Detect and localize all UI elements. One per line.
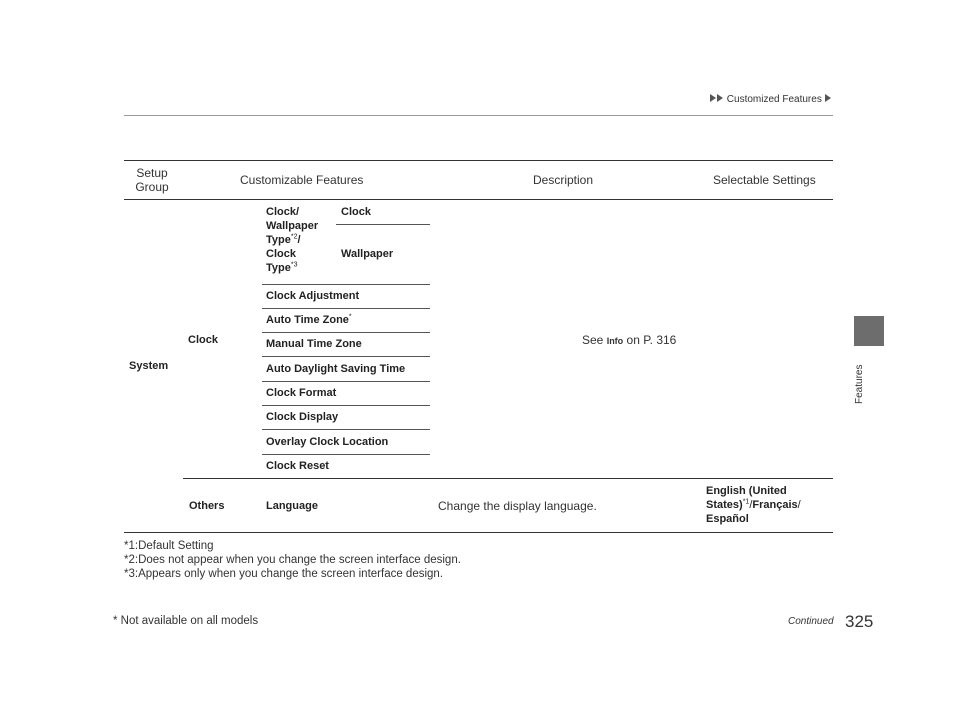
- section-tab: [854, 316, 884, 346]
- side-section-text: Features: [854, 364, 865, 404]
- page-number: 325: [845, 612, 874, 631]
- item-clock-display: Clock Display: [266, 411, 339, 423]
- clock-wallpaper-line5: [266, 261, 336, 275]
- footnote-2: *2:Does not appear when you change the screen interface design.: [124, 554, 461, 566]
- row-rule: [262, 332, 430, 333]
- item-clock-adjustment: Clock Adjustment: [266, 290, 360, 302]
- footnote-3: *3:Appears only when you change the screen interface design.: [124, 568, 444, 580]
- language-settings-p6: Español: [706, 513, 749, 525]
- item-overlay-clock-location: Overlay Clock Location: [266, 436, 389, 448]
- clock-wallpaper-type: [266, 205, 336, 275]
- footnote-mark: *1: [742, 498, 750, 506]
- clock-wallpaper-p3: Type: [266, 234, 291, 246]
- triangle-right-icon: [825, 94, 831, 102]
- clock-wallpaper-p2: Wallpaper: [266, 220, 319, 232]
- info-link[interactable]: Info: [606, 336, 624, 346]
- side-section-label: [854, 364, 868, 404]
- item-auto-time-zone: [266, 313, 352, 327]
- breadcrumb: [710, 94, 832, 105]
- language-settings-line2: [706, 498, 826, 512]
- language-description: Change the display language.: [438, 499, 597, 513]
- table-top-rule: [124, 160, 833, 161]
- footnote-mark: *3: [290, 261, 298, 269]
- top-rule: [124, 115, 833, 116]
- triangle-right-icon: [717, 94, 723, 102]
- item-auto-daylight-saving-time: Auto Daylight Saving Time: [266, 363, 406, 375]
- language-settings-p3: /: [749, 499, 753, 511]
- item-clock-reset: Clock Reset: [266, 460, 329, 472]
- table-header-rule: [124, 199, 833, 200]
- item-auto-time-zone-label: Auto Time Zone: [266, 314, 349, 326]
- clock-wallpaper-p6: Type: [266, 262, 291, 274]
- item-manual-time-zone: Manual Time Zone: [266, 338, 362, 350]
- row-rule: [262, 454, 430, 455]
- language-settings-p5: /: [797, 499, 801, 511]
- header-setup-group-label: Setup Group: [135, 166, 169, 194]
- row-rule: [336, 224, 430, 225]
- item-language: Language: [266, 500, 318, 512]
- clock-wallpaper-p1: Clock/: [266, 206, 300, 218]
- footnote-mark: *: [348, 313, 352, 321]
- language-settings-p1: English (United: [706, 485, 787, 497]
- see-info-reference: [582, 333, 676, 348]
- row-rule: [262, 308, 430, 309]
- clock-wallpaper-p5: Clock: [266, 248, 296, 260]
- table-bottom-rule: [124, 532, 833, 533]
- header-description: Description: [533, 173, 594, 187]
- sub-clock: Clock: [341, 206, 371, 218]
- subgroup-clock: Clock: [188, 334, 218, 346]
- breadcrumb-label: Customized Features: [726, 94, 822, 105]
- row-rule: [262, 405, 430, 406]
- group-system: System: [129, 360, 169, 372]
- item-clock-format: Clock Format: [266, 387, 337, 399]
- language-settings: [706, 484, 826, 526]
- see-label: See: [582, 333, 607, 347]
- sub-wallpaper: Wallpaper: [341, 248, 394, 260]
- row-rule: [262, 356, 430, 357]
- header-customizable-features: Customizable Features: [240, 173, 364, 187]
- triangle-right-icon: [710, 94, 716, 102]
- others-rule: [183, 478, 833, 479]
- header-selectable-settings: Selectable Settings: [713, 173, 816, 187]
- clock-wallpaper-p4: /: [297, 234, 301, 246]
- row-rule: [262, 381, 430, 382]
- language-settings-p4: Français: [752, 499, 798, 511]
- row-rule: [262, 284, 430, 285]
- row-rule: [262, 429, 430, 430]
- header-setup-group: [124, 166, 180, 194]
- footnote-mark: *2: [290, 233, 298, 241]
- page-ref: on P. 316: [623, 333, 677, 347]
- group-others: Others: [189, 500, 225, 512]
- clock-wallpaper-line3: [266, 233, 336, 247]
- availability-note: * Not available on all models: [113, 615, 259, 627]
- language-settings-p2: States): [706, 499, 743, 511]
- footnote-1: *1:Default Setting: [124, 540, 214, 552]
- continued-label: Continued: [788, 616, 834, 627]
